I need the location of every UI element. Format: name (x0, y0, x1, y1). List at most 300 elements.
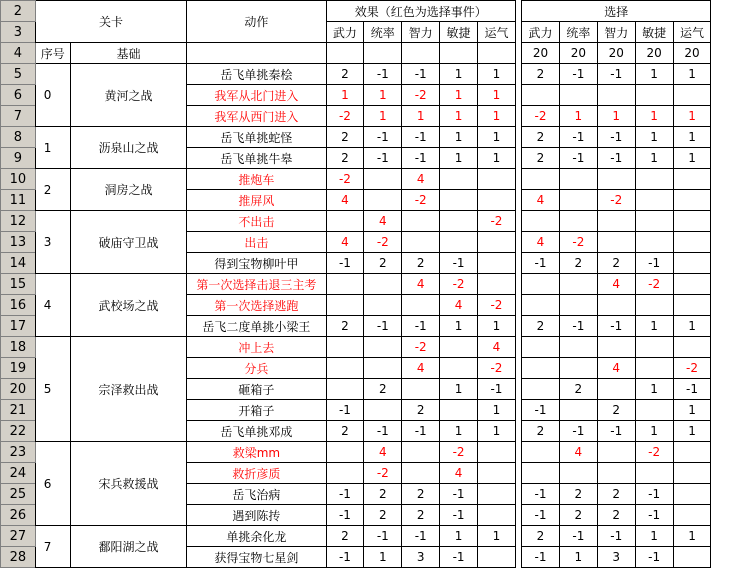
level-index[interactable]: 4 (35, 274, 70, 337)
effect-cell[interactable]: 1 (440, 316, 478, 337)
choice-cell[interactable] (635, 463, 673, 484)
effect-cell[interactable]: -1 (402, 316, 440, 337)
choice-cell[interactable]: -1 (635, 484, 673, 505)
action-cell[interactable]: 推炮车 (187, 169, 326, 190)
action-cell[interactable]: 我军从北门进入 (187, 85, 326, 106)
choice-cell[interactable] (597, 295, 635, 316)
choice-cell[interactable] (559, 211, 597, 232)
choice-cell[interactable]: 1 (673, 148, 711, 169)
action-cell[interactable]: 岳飞单挑邓成 (187, 421, 326, 442)
choice-cell[interactable] (559, 358, 597, 379)
effect-cell[interactable]: 1 (440, 421, 478, 442)
effect-cell[interactable]: -2 (440, 442, 478, 463)
effect-cell[interactable] (478, 190, 516, 211)
effect-cell[interactable] (402, 211, 440, 232)
choice-cell[interactable]: 4 (597, 274, 635, 295)
choice-cell[interactable]: 1 (635, 148, 673, 169)
effect-cell[interactable]: 1 (478, 148, 516, 169)
effect-cell[interactable] (440, 358, 478, 379)
choice-cell[interactable] (559, 190, 597, 211)
effect-cell[interactable] (326, 358, 364, 379)
effect-cell[interactable] (440, 337, 478, 358)
choice-cell[interactable] (635, 211, 673, 232)
choice-cell[interactable]: 1 (673, 106, 711, 127)
effect-cell[interactable] (478, 505, 516, 526)
effect-cell[interactable]: -2 (478, 295, 516, 316)
effect-cell[interactable] (326, 211, 364, 232)
choice-cell[interactable]: -1 (597, 421, 635, 442)
effect-cell[interactable] (478, 253, 516, 274)
effect-cell[interactable]: 1 (478, 316, 516, 337)
choice-cell[interactable]: -2 (522, 106, 560, 127)
effect-cell[interactable]: -1 (402, 127, 440, 148)
choice-cell[interactable]: -1 (635, 505, 673, 526)
choice-cell[interactable] (673, 169, 711, 190)
choice-cell[interactable]: -1 (597, 64, 635, 85)
effect-cell[interactable]: -1 (440, 484, 478, 505)
effect-cell[interactable] (402, 43, 440, 64)
choice-cell[interactable]: 2 (597, 505, 635, 526)
choice-cell[interactable]: -2 (559, 232, 597, 253)
effect-cell[interactable] (478, 169, 516, 190)
row-header[interactable]: 12 (1, 211, 36, 232)
effect-cell[interactable]: 2 (402, 253, 440, 274)
effect-cell[interactable] (440, 232, 478, 253)
effect-cell[interactable]: -1 (326, 547, 364, 568)
effect-cell[interactable]: -1 (402, 148, 440, 169)
effect-cell[interactable]: 2 (364, 379, 402, 400)
effect-cell[interactable] (364, 274, 402, 295)
choice-cell[interactable]: -1 (635, 253, 673, 274)
choice-cell[interactable] (597, 463, 635, 484)
choice-cell[interactable]: 2 (522, 421, 560, 442)
choice-cell[interactable] (635, 337, 673, 358)
level-index[interactable]: 3 (35, 211, 70, 274)
effect-cell[interactable]: -1 (440, 253, 478, 274)
choice-cell[interactable]: -2 (597, 190, 635, 211)
row-header[interactable]: 9 (1, 148, 36, 169)
action-cell[interactable]: 单挑余化龙 (187, 526, 326, 547)
header-level[interactable]: 关卡 (35, 1, 187, 43)
row-header[interactable]: 5 (1, 64, 36, 85)
effect-cell[interactable]: -1 (364, 148, 402, 169)
effect-cell[interactable] (478, 43, 516, 64)
effect-cell[interactable] (364, 358, 402, 379)
effect-cell[interactable]: -1 (440, 547, 478, 568)
choice-cell[interactable]: 1 (673, 316, 711, 337)
choice-cell[interactable] (522, 379, 560, 400)
choice-cell[interactable]: 1 (673, 526, 711, 547)
effect-stat-header[interactable]: 智力 (402, 22, 440, 43)
choice-cell[interactable] (522, 463, 560, 484)
choice-cell[interactable]: 4 (522, 190, 560, 211)
effect-cell[interactable]: 2 (402, 484, 440, 505)
level-index[interactable]: 7 (35, 526, 70, 568)
effect-cell[interactable]: -2 (364, 232, 402, 253)
action-cell[interactable]: 开箱子 (187, 400, 326, 421)
choice-cell[interactable] (673, 85, 711, 106)
choice-cell[interactable] (673, 547, 711, 568)
choice-cell[interactable]: -1 (522, 547, 560, 568)
action-cell[interactable]: 岳飞单挑牛皋 (187, 148, 326, 169)
choice-cell[interactable]: -2 (673, 358, 711, 379)
effect-cell[interactable] (326, 442, 364, 463)
effect-cell[interactable] (364, 295, 402, 316)
effect-cell[interactable]: 4 (364, 442, 402, 463)
choice-base-cell[interactable]: 20 (635, 43, 673, 64)
row-header[interactable]: 15 (1, 274, 36, 295)
choice-cell[interactable] (597, 337, 635, 358)
effect-cell[interactable]: -1 (326, 400, 364, 421)
row-header[interactable]: 21 (1, 400, 36, 421)
row-header[interactable]: 17 (1, 316, 36, 337)
effect-cell[interactable]: 1 (402, 106, 440, 127)
effect-cell[interactable]: 2 (364, 505, 402, 526)
row-header[interactable]: 13 (1, 232, 36, 253)
action-cell[interactable]: 救梁mm (187, 442, 326, 463)
choice-cell[interactable] (635, 295, 673, 316)
effect-cell[interactable] (326, 337, 364, 358)
effect-cell[interactable]: 2 (402, 505, 440, 526)
choice-base-cell[interactable]: 20 (559, 43, 597, 64)
effect-cell[interactable]: 2 (364, 484, 402, 505)
choice-cell[interactable]: -1 (597, 148, 635, 169)
choice-cell[interactable] (597, 85, 635, 106)
choice-cell[interactable] (673, 211, 711, 232)
choice-stat-header[interactable]: 武力 (522, 22, 560, 43)
choice-cell[interactable] (635, 232, 673, 253)
effect-cell[interactable] (440, 169, 478, 190)
choice-cell[interactable]: -2 (635, 442, 673, 463)
effect-cell[interactable]: 4 (326, 190, 364, 211)
row-header[interactable]: 18 (1, 337, 36, 358)
choice-base-cell[interactable]: 20 (522, 43, 560, 64)
effect-cell[interactable]: -1 (478, 379, 516, 400)
choice-cell[interactable]: -1 (559, 526, 597, 547)
choice-cell[interactable]: -2 (635, 274, 673, 295)
level-index[interactable]: 1 (35, 127, 70, 169)
effect-cell[interactable] (440, 400, 478, 421)
effect-cell[interactable] (402, 463, 440, 484)
action-cell[interactable]: 砸箱子 (187, 379, 326, 400)
choice-cell[interactable]: -1 (559, 316, 597, 337)
effect-cell[interactable]: -2 (326, 169, 364, 190)
action-cell[interactable]: 岳飞二度单挑小梁王 (187, 316, 326, 337)
action-cell[interactable]: 岳飞单挑蛇怪 (187, 127, 326, 148)
choice-cell[interactable] (673, 337, 711, 358)
effect-cell[interactable]: -1 (364, 127, 402, 148)
effect-cell[interactable] (326, 43, 364, 64)
effect-cell[interactable]: -1 (326, 253, 364, 274)
row-header[interactable]: 16 (1, 295, 36, 316)
row-header[interactable]: 27 (1, 526, 36, 547)
choice-cell[interactable]: 1 (673, 127, 711, 148)
choice-stat-header[interactable]: 运气 (673, 22, 711, 43)
choice-cell[interactable]: 1 (597, 106, 635, 127)
choice-cell[interactable] (597, 211, 635, 232)
choice-cell[interactable]: 1 (673, 421, 711, 442)
effect-cell[interactable]: 1 (478, 106, 516, 127)
effect-cell[interactable] (326, 274, 364, 295)
effect-cell[interactable] (440, 43, 478, 64)
choice-cell[interactable]: 1 (559, 547, 597, 568)
effect-cell[interactable] (326, 463, 364, 484)
effect-cell[interactable] (478, 484, 516, 505)
effect-cell[interactable]: -1 (402, 64, 440, 85)
effect-cell[interactable] (478, 547, 516, 568)
action-cell[interactable]: 出击 (187, 232, 326, 253)
effect-cell[interactable]: -1 (364, 316, 402, 337)
effect-cell[interactable]: 2 (364, 253, 402, 274)
action-cell[interactable]: 第一次选择击退三主考 (187, 274, 326, 295)
effect-cell[interactable]: 2 (326, 64, 364, 85)
effect-cell[interactable]: 1 (440, 379, 478, 400)
choice-cell[interactable] (673, 253, 711, 274)
choice-base-cell[interactable]: 20 (597, 43, 635, 64)
choice-stat-header[interactable]: 智力 (597, 22, 635, 43)
level-name[interactable]: 武校场之战 (70, 274, 187, 337)
header-effect-group[interactable]: 效果（红色为选择事件） (326, 1, 515, 22)
choice-cell[interactable] (559, 295, 597, 316)
action-cell[interactable]: 我军从西门进入 (187, 106, 326, 127)
choice-cell[interactable]: -1 (597, 316, 635, 337)
choice-cell[interactable] (559, 169, 597, 190)
choice-cell[interactable] (559, 274, 597, 295)
row-header[interactable]: 14 (1, 253, 36, 274)
choice-cell[interactable]: -1 (522, 505, 560, 526)
effect-cell[interactable] (364, 400, 402, 421)
choice-cell[interactable]: 1 (673, 64, 711, 85)
effect-cell[interactable]: 1 (478, 421, 516, 442)
choice-cell[interactable]: -1 (597, 526, 635, 547)
action-cell[interactable]: 冲上去 (187, 337, 326, 358)
choice-cell[interactable] (559, 85, 597, 106)
choice-cell[interactable]: 2 (522, 127, 560, 148)
action-cell[interactable]: 救折彦质 (187, 463, 326, 484)
effect-cell[interactable]: 1 (440, 526, 478, 547)
level-name[interactable]: 鄱阳湖之战 (70, 526, 187, 568)
row-header[interactable]: 24 (1, 463, 36, 484)
effect-cell[interactable]: -2 (440, 274, 478, 295)
choice-cell[interactable] (635, 190, 673, 211)
row-header[interactable]: 6 (1, 85, 36, 106)
row-header[interactable]: 3 (1, 22, 36, 43)
row-header[interactable]: 22 (1, 421, 36, 442)
choice-cell[interactable]: 2 (597, 253, 635, 274)
level-name[interactable]: 洞房之战 (70, 169, 187, 211)
effect-cell[interactable]: 4 (326, 232, 364, 253)
choice-cell[interactable]: 2 (597, 484, 635, 505)
effect-cell[interactable]: -1 (402, 526, 440, 547)
effect-stat-header[interactable]: 运气 (478, 22, 516, 43)
effect-cell[interactable]: 4 (402, 169, 440, 190)
effect-cell[interactable]: -2 (402, 85, 440, 106)
effect-cell[interactable]: 1 (440, 127, 478, 148)
effect-cell[interactable]: 1 (364, 547, 402, 568)
effect-cell[interactable]: -2 (478, 358, 516, 379)
effect-cell[interactable] (364, 190, 402, 211)
choice-base-cell[interactable]: 20 (673, 43, 711, 64)
choice-cell[interactable] (673, 505, 711, 526)
effect-cell[interactable] (326, 295, 364, 316)
effect-cell[interactable]: 4 (478, 337, 516, 358)
effect-cell[interactable] (478, 232, 516, 253)
row-header[interactable]: 8 (1, 127, 36, 148)
choice-cell[interactable]: 1 (635, 64, 673, 85)
level-name[interactable]: 宗泽救出战 (70, 337, 187, 442)
choice-cell[interactable] (522, 358, 560, 379)
effect-cell[interactable] (402, 379, 440, 400)
effect-cell[interactable] (402, 295, 440, 316)
choice-cell[interactable] (559, 463, 597, 484)
level-name[interactable]: 破庙守卫战 (70, 211, 187, 274)
row-header[interactable]: 2 (1, 1, 36, 22)
choice-cell[interactable] (597, 379, 635, 400)
choice-cell[interactable] (673, 190, 711, 211)
effect-cell[interactable]: -2 (402, 337, 440, 358)
choice-cell[interactable]: 1 (559, 106, 597, 127)
row-header[interactable]: 11 (1, 190, 36, 211)
effect-cell[interactable] (440, 211, 478, 232)
row-header[interactable]: 4 (1, 43, 36, 64)
choice-cell[interactable]: 2 (522, 316, 560, 337)
choice-cell[interactable]: 1 (635, 526, 673, 547)
base-header[interactable]: 基础 (70, 43, 187, 64)
action-cell[interactable]: 不出击 (187, 211, 326, 232)
choice-cell[interactable] (522, 274, 560, 295)
effect-cell[interactable]: -2 (478, 211, 516, 232)
choice-cell[interactable]: 1 (635, 316, 673, 337)
choice-cell[interactable] (559, 337, 597, 358)
effect-cell[interactable]: 4 (440, 295, 478, 316)
choice-cell[interactable]: 2 (559, 505, 597, 526)
effect-cell[interactable]: -2 (326, 106, 364, 127)
action-cell[interactable]: 分兵 (187, 358, 326, 379)
row-header[interactable]: 20 (1, 379, 36, 400)
effect-cell[interactable] (364, 337, 402, 358)
empty-cell[interactable] (187, 43, 326, 64)
effect-cell[interactable]: 1 (440, 106, 478, 127)
choice-cell[interactable] (673, 484, 711, 505)
choice-cell[interactable]: -1 (522, 400, 560, 421)
effect-cell[interactable]: -1 (364, 526, 402, 547)
header-choice-group[interactable]: 选择 (522, 1, 711, 22)
choice-cell[interactable]: 2 (522, 526, 560, 547)
action-cell[interactable]: 岳飞治病 (187, 484, 326, 505)
choice-cell[interactable] (522, 337, 560, 358)
row-header[interactable]: 19 (1, 358, 36, 379)
row-header[interactable]: 28 (1, 547, 36, 568)
effect-cell[interactable] (478, 463, 516, 484)
effect-cell[interactable]: 1 (440, 85, 478, 106)
action-cell[interactable]: 岳飞单挑秦桧 (187, 64, 326, 85)
level-index[interactable]: 6 (35, 442, 70, 526)
effect-stat-header[interactable]: 统率 (364, 22, 402, 43)
action-cell[interactable]: 第一次选择逃跑 (187, 295, 326, 316)
choice-cell[interactable] (635, 400, 673, 421)
choice-cell[interactable]: 2 (559, 253, 597, 274)
choice-cell[interactable]: 2 (559, 379, 597, 400)
row-header[interactable]: 23 (1, 442, 36, 463)
choice-cell[interactable]: 1 (635, 421, 673, 442)
effect-cell[interactable]: 4 (402, 358, 440, 379)
level-name[interactable]: 沥泉山之战 (70, 127, 187, 169)
choice-cell[interactable]: -1 (673, 379, 711, 400)
effect-cell[interactable] (364, 43, 402, 64)
action-cell[interactable]: 遇到陈抟 (187, 505, 326, 526)
header-action[interactable]: 动作 (187, 1, 326, 43)
effect-cell[interactable]: -1 (402, 421, 440, 442)
effect-cell[interactable]: 1 (364, 106, 402, 127)
effect-cell[interactable] (402, 442, 440, 463)
effect-cell[interactable] (364, 169, 402, 190)
effect-cell[interactable]: 1 (478, 127, 516, 148)
effect-cell[interactable]: 4 (402, 274, 440, 295)
choice-cell[interactable]: 2 (522, 148, 560, 169)
effect-cell[interactable]: 1 (440, 64, 478, 85)
choice-cell[interactable]: -1 (559, 127, 597, 148)
level-name[interactable]: 宋兵救援战 (70, 442, 187, 526)
choice-cell[interactable]: 1 (635, 106, 673, 127)
choice-cell[interactable] (522, 442, 560, 463)
choice-stat-header[interactable]: 敏捷 (635, 22, 673, 43)
level-index[interactable]: 0 (35, 64, 70, 127)
effect-cell[interactable] (440, 190, 478, 211)
action-cell[interactable]: 得到宝物柳叶甲 (187, 253, 326, 274)
choice-cell[interactable] (635, 169, 673, 190)
effect-cell[interactable]: 2 (402, 400, 440, 421)
row-header[interactable]: 26 (1, 505, 36, 526)
effect-cell[interactable]: 2 (326, 148, 364, 169)
effect-cell[interactable]: 1 (364, 85, 402, 106)
effect-stat-header[interactable]: 敏捷 (440, 22, 478, 43)
row-header[interactable]: 25 (1, 484, 36, 505)
choice-cell[interactable]: 4 (522, 232, 560, 253)
effect-cell[interactable]: 1 (440, 148, 478, 169)
level-index[interactable]: 5 (35, 337, 70, 442)
effect-cell[interactable]: -1 (364, 421, 402, 442)
effect-cell[interactable] (478, 274, 516, 295)
action-cell[interactable]: 推屏风 (187, 190, 326, 211)
effect-cell[interactable]: 2 (326, 316, 364, 337)
effect-cell[interactable]: 1 (478, 526, 516, 547)
action-cell[interactable]: 获得宝物七星剑 (187, 547, 326, 568)
index-header[interactable]: 序号 (35, 43, 70, 64)
level-name[interactable]: 黄河之战 (70, 64, 187, 127)
choice-cell[interactable]: 2 (597, 400, 635, 421)
effect-cell[interactable]: 4 (440, 463, 478, 484)
choice-cell[interactable] (673, 463, 711, 484)
effect-cell[interactable]: 1 (478, 85, 516, 106)
effect-cell[interactable]: 4 (364, 211, 402, 232)
choice-cell[interactable] (673, 442, 711, 463)
choice-cell[interactable] (673, 295, 711, 316)
choice-cell[interactable]: -1 (559, 421, 597, 442)
choice-cell[interactable]: 2 (522, 64, 560, 85)
choice-cell[interactable]: -1 (597, 127, 635, 148)
effect-cell[interactable]: -2 (402, 190, 440, 211)
effect-cell[interactable]: -1 (326, 505, 364, 526)
choice-cell[interactable] (559, 400, 597, 421)
choice-cell[interactable]: 4 (559, 442, 597, 463)
choice-cell[interactable]: 1 (635, 127, 673, 148)
level-index[interactable]: 2 (35, 169, 70, 211)
choice-cell[interactable]: -1 (559, 64, 597, 85)
choice-cell[interactable]: -1 (522, 253, 560, 274)
effect-cell[interactable] (402, 232, 440, 253)
effect-cell[interactable]: 2 (326, 526, 364, 547)
choice-cell[interactable] (522, 169, 560, 190)
